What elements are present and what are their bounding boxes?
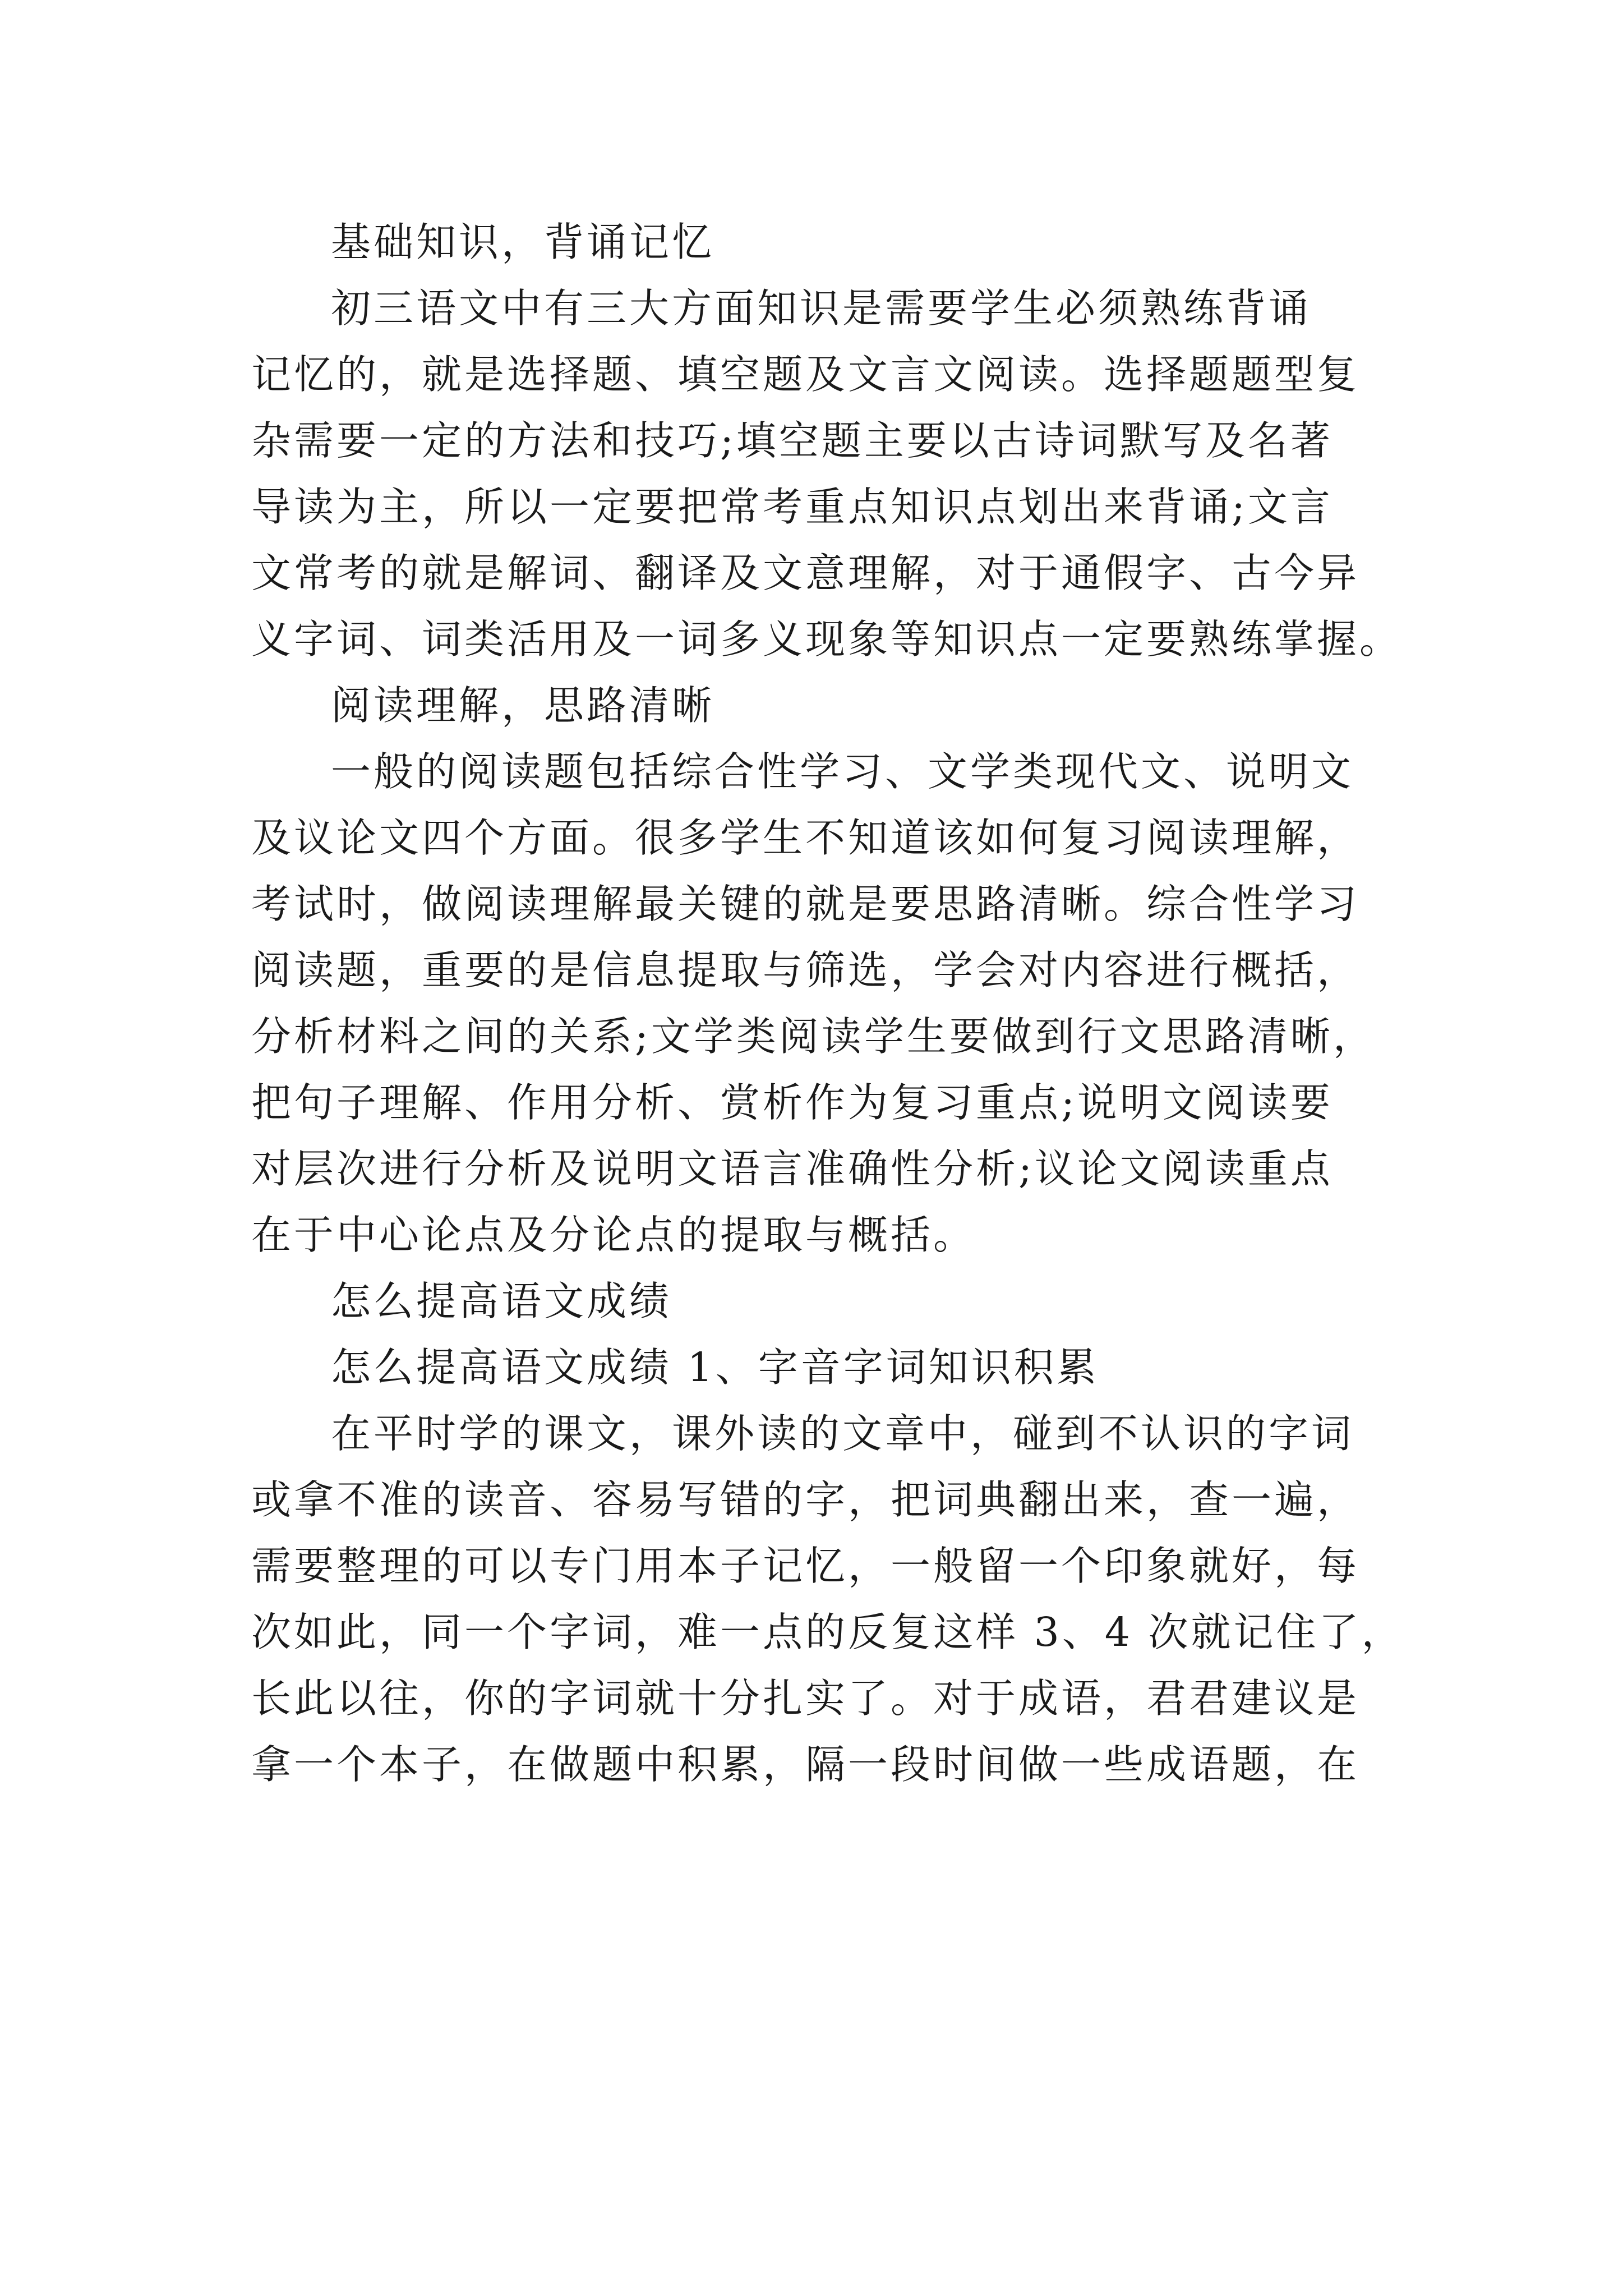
paragraph-line: 阅读题，重要的是信息提取与筛选，学会对内容进行概括， — [251, 947, 1360, 993]
paragraph-line: 义字词、词类活用及一词多义现象等知识点一定要熟练掌握。 — [251, 616, 1403, 662]
paragraph-line: 拿一个本子，在做题中积累，隔一段时间做一些成语题，在 — [251, 1741, 1360, 1788]
paragraph-line: 杂需要一定的方法和技巧;填空题主要以古诗词默写及名著 — [251, 417, 1333, 464]
paragraph-line: 次如此，同一个字词，难一点的反复这样 3、4 次就记住了， — [251, 1609, 1404, 1655]
paragraph-line: 分析材料之间的关系;文学类阅读学生要做到行文思路清晰， — [251, 1013, 1376, 1060]
paragraph-line: 及议论文四个方面。很多学生不知道该如何复习阅读理解， — [251, 815, 1360, 861]
paragraph-line: 文常考的就是解词、翻译及文意理解，对于通假字、古今异 — [251, 550, 1360, 596]
paragraph-line: 初三语文中有三大方面知识是需要学生必须熟练背诵 — [331, 285, 1312, 332]
subheading-vocabulary: 怎么提高语文成绩 1、字音字词知识积累 — [331, 1344, 1099, 1391]
paragraph-line: 导读为主，所以一定要把常考重点知识点划出来背诵;文言 — [251, 484, 1333, 530]
paragraph-line: 一般的阅读题包括综合性学习、文学类现代文、说明文 — [331, 748, 1354, 795]
paragraph-line: 考试时，做阅读理解最关键的就是要思路清晰。综合性学习 — [251, 881, 1360, 927]
paragraph-line: 把句子理解、作用分析、赏析作为复习重点;说明文阅读要 — [251, 1079, 1333, 1126]
paragraph-line: 在平时学的课文，课外读的文章中，碰到不认识的字词 — [331, 1410, 1354, 1457]
heading-reading-comprehension: 阅读理解，思路清晰 — [331, 682, 715, 729]
paragraph-line: 记忆的，就是选择题、填空题及文言文阅读。选择题题型复 — [251, 351, 1360, 398]
paragraph-line: 或拿不准的读音、容易写错的字，把词典翻出来，查一遍， — [251, 1476, 1360, 1523]
heading-improve-grades: 怎么提高语文成绩 — [331, 1278, 672, 1324]
heading-basic-knowledge: 基础知识，背诵记忆 — [331, 219, 715, 265]
paragraph-line: 需要整理的可以专门用本子记忆，一般留一个印象就好，每 — [251, 1543, 1360, 1589]
paragraph-line: 长此以往，你的字词就十分扎实了。对于成语，君君建议是 — [251, 1675, 1360, 1722]
paragraph-line: 对层次进行分析及说明文语言准确性分析;议论文阅读重点 — [251, 1145, 1333, 1192]
paragraph-line: 在于中心论点及分论点的提取与概括。 — [251, 1212, 976, 1258]
